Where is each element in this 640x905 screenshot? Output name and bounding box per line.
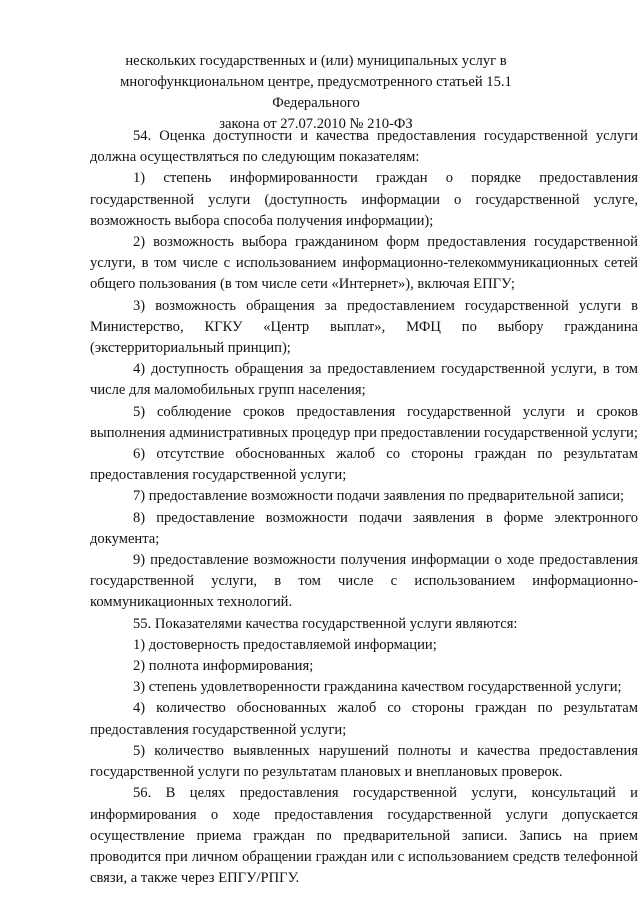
paragraph-54: 54. Оценка доступности и качества предоставления государственной услуги должна осуществляться по следующим показателям: [90,128,638,166]
paragraph-56: 56. В целях предоставления государственной услуги, консультаций и информирования о ходе предоставления государственной услуги допускается осуществление приема граждан по предварительной записи. Запись на прием проводится при личном обращении граждан или с использованием средств телефонной связи, а также через ЕПГУ/РПГУ. [90,785,638,887]
list-item: 4) количество обоснованных жалоб со стороны граждан по результатам предоставления государственной услуги; [90,700,638,738]
list-item: 1) степень информированности граждан о порядке предоставления государственной услуги (доступность информации о государственной услуге, возможность выбора способа получения информации); [90,170,638,229]
list-item: 7) предоставление возможности подачи заявления по предварительной записи; [133,488,625,505]
header-line-3: закона от 27.07.2010 № 210-ФЗ [219,116,413,132]
list-item: 5) количество выявленных нарушений полноты и качества предоставления государственной услуги по результатам плановых и внеплановых проверок. [90,742,638,781]
list-item: 6) отсутствие обоснованных жалоб со стороны граждан по результатам предоставления государственной услуги; [90,446,638,484]
list-item: 4) доступность обращения за предоставлением государственной услуги, в том числе для маломобильных групп населения; [90,361,638,399]
list-item: 2) возможность выбора гражданином форм предоставления государственной услуги, в том числе с использованием информационно-телекоммуникационных сетей общего пользования (в том числе сети «Интернет»), включая ЕПГУ; [90,234,638,293]
list-item: 3) возможность обращения за предоставлением государственной услуги в Министерство, КГКУ «Центр выплат», МФЦ по выбору гражданина (экстерриториальный принцип); [90,297,638,357]
header-line-1: нескольких государственных и (или) муниципальных услуг в [125,53,507,69]
header-line-2: многофункциональном центре, предусмотренного статьей 15.1 Федерального [120,74,512,111]
list-item: 5) соблюдение сроков предоставления государственной услуги и сроков выполнения административных процедур при предоставлении государственной услуги; [90,403,638,441]
list-item: 9) предоставление возможности получения информации о ходе предоставления государственной услуги, в том числе с использованием информационно-коммуникационных технологий. [90,552,638,611]
list-item: 8) предоставление возможности подачи заявления в форме электронного документа; [90,509,638,547]
paragraph-55: 55. Показателями качества государственной услуги являются: [133,615,518,632]
list-item: 1) достоверность предоставляемой информации; [133,636,437,653]
document-body [90,126,638,889]
list-item: 2) полнота информирования; [133,658,314,675]
list-item: 3) степень удовлетворенности гражданина качеством государственной услуги; [133,679,622,696]
document-header [90,51,542,135]
